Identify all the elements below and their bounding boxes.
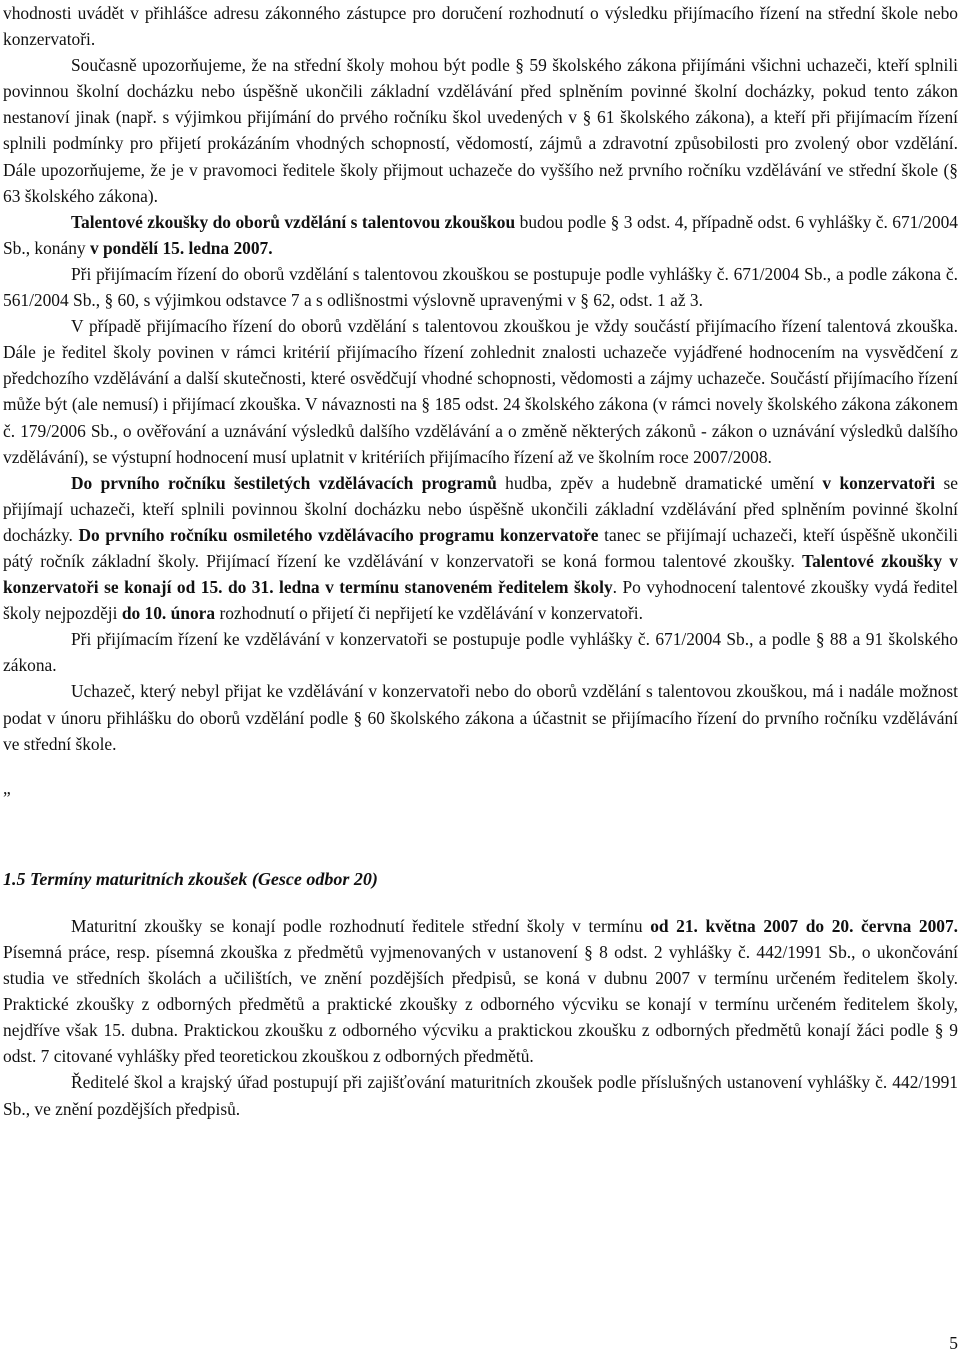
text-segment: Současně upozorňujeme, že na střední školy mohou být podle § 59 školského zákona přijímáni všichni uchazeči, kteří splnili povinnou školní docházku nebo úspěšně ukončili základní vzdělávání před splněním povinné školní docházky, pokud tento zákon nestanoví jinak (např. s výjimkou přijímání do prvého ročníku škol uvedených v § 61 školského zákona), a kteří při přijímacím řízení splnili podmínky pro přijetí prokázáním vhodných schopností, vědomostí, zájmů a zdravotní způsobilosti pro zvolený obor vzdělání. Dále upozorňujeme, že je v pravomoci ředitele školy přijmout uchazeče do vyššího než prvního ročníku vzdělávání ve střední škole (§ 63 školského zákona). <box>3 55 958 206</box>
text-segment: vhodnosti uvádět v přihlášce adresu zákonného zástupce pro doručení rozhodnutí o výsledku přijímacího řízení na střední škole nebo konzervatoři. <box>3 3 958 50</box>
paragraph <box>3 913 958 1070</box>
text-segment: tanec se přijímají uchazeči, kteří úspěšně ukončili pátý ročník základní školy. Přijímací řízení ke vzdělávání v konzervatoři se koná formou talentové zkoušky. <box>3 524 958 571</box>
text-segment: Ředitelé škol a krajský úřad postupují při zajišťování maturitních zkoušek podle příslušných ustanovení vyhlášky č. 442/1991 Sb., ve znění pozdějších předpisů. <box>3 1072 958 1119</box>
body-text-part1 <box>3 0 958 757</box>
paragraph <box>3 678 958 756</box>
paragraph <box>3 52 958 209</box>
body-text-part2 <box>3 913 958 1122</box>
bold-text-segment: Talentové zkoušky v konzervatoři se konají od 15. do 31. ledna v termínu stanoveném ředitelem školy <box>3 550 958 598</box>
paragraph <box>3 313 958 470</box>
document-page <box>3 0 958 1122</box>
paragraph <box>3 470 958 627</box>
bold-text-segment: v pondělí 15. ledna 2007. <box>89 237 273 258</box>
paragraph <box>3 626 958 678</box>
bold-text-segment: v konzervatoři <box>822 472 936 493</box>
bold-text-segment: do 10. února <box>121 603 216 624</box>
text-segment: hudba, zpěv a hudebně dramatické umění <box>496 472 823 493</box>
text-segment: Při přijímacím řízení do oborů vzdělání s talentovou zkouškou se postupuje podle vyhlášky č. 671/2004 Sb., a podle zákona č. 561/2004 Sb., § 60, s výjimkou odstavce 7 a s odlišnostmi výslovně upravenými v § 62, odst. 1 až 3. <box>3 263 958 311</box>
text-segment: Při přijímacím řízení ke vzdělávání v konzervatoři se postupuje podle vyhlášky č. 671/2004 Sb., a podle § 88 a 91 školského zákona. <box>3 629 958 676</box>
text-segment: se přijímají uchazeči, kteří splnili povinnou školní docházku nebo úspěšně ukončili základní vzdělávání před splněním povinné školní docházky. <box>3 472 958 545</box>
paragraph <box>3 0 958 52</box>
text-segment: Maturitní zkoušky se konají podle rozhodnutí ředitele střední školy v termínu <box>71 915 651 936</box>
bold-text-segment: Do prvního ročníku šestiletých vzdělávacích programů <box>71 472 497 493</box>
paragraph <box>3 261 958 313</box>
text-segment: . Po vyhodnocení talentové zkoušky vydá ředitel školy nejpozději <box>3 577 958 624</box>
bold-text-segment: Do prvního ročníku osmiletého vzdělávacího programu konzervatoře <box>78 524 599 545</box>
section-heading: 1.5 Termíny maturitních zkoušek (Gesce odbor 20) <box>3 868 378 889</box>
bold-text-segment: Talentové zkoušky do oborů vzdělání s talentovou zkouškou <box>71 211 516 232</box>
page-number: 5 <box>949 1333 958 1353</box>
text-segment: Uchazeč, který nebyl přijat ke vzdělávání v konzervatoři nebo do oborů vzdělání s talentovou zkouškou, má i nadále možnost podat v únoru přihlášku do oborů vzdělání podle § 60 školského zákona a účastnit se přijímacího řízení do prvního ročníku vzdělávání ve střední škole. <box>3 681 958 754</box>
text-segment: budou podle § 3 odst. 4, případně odst. 6 vyhlášky č. 671/2004 Sb., konány <box>3 211 958 258</box>
text-segment: Písemná práce, resp. písemná zkouška z předmětů vyjmenovaných v ustanovení § 8 odst. 2 vyhlášky č. 442/1991 Sb., o ukončování studia ve středních školách a učilištích, ve znění pozdějších předpisů, se koná v dubnu 2007 v termínu určeném ředitelem školy. Praktické zkoušky z odborných předmětů a praktické zkoušky z odborného výcviku se konají v termínu určeném ředitelem školy, nejdříve však 15. dubna. Praktickou zkoušku z odborného výcviku a praktickou zkoušku z odborných předmětů konají žáci podle § 9 odst. 7 citované vyhlášky před teoretickou zkouškou z odborných předmětů. <box>3 942 958 1067</box>
paragraph <box>3 209 958 261</box>
paragraph <box>3 1069 958 1121</box>
text-segment: V případě přijímacího řízení do oborů vzdělání s talentovou zkouškou je vždy součástí přijímacího řízení talentová zkouška. Dále je ředitel školy povinen v rámci kritérií přijímacího řízení zohlednit znalosti uchazeče vyjádřené hodnocením na vysvědčení z předchozího vzdělávání a další skutečnosti, které osvědčují vhodné schopnosti, vědomosti a zájmy uchazeče. Součástí přijímacího řízení může být (ale nemusí) i přijímací zkouška. V návaznosti na § 185 odst. 24 školského zákona (v rámci novely školského zákona zákonem č. 179/2006 Sb., o ověřování a uznávání výsledků dalšího vzdělávání a o změně některých zákonů - zákon o uznávání výsledků dalšího vzdělávání), se výstupní hodnocení musí uplatnit v kritériích přijímacího řízení až ve školním roce 2007/2008. <box>3 316 958 467</box>
text-segment: rozhodnutí o přijetí či nepřijetí ke vzdělávání v konzervatoři. <box>215 603 643 624</box>
bold-text-segment: od 21. května 2007 do 20. června 2007. <box>650 915 958 936</box>
closing-quote-mark: „ <box>3 777 11 798</box>
